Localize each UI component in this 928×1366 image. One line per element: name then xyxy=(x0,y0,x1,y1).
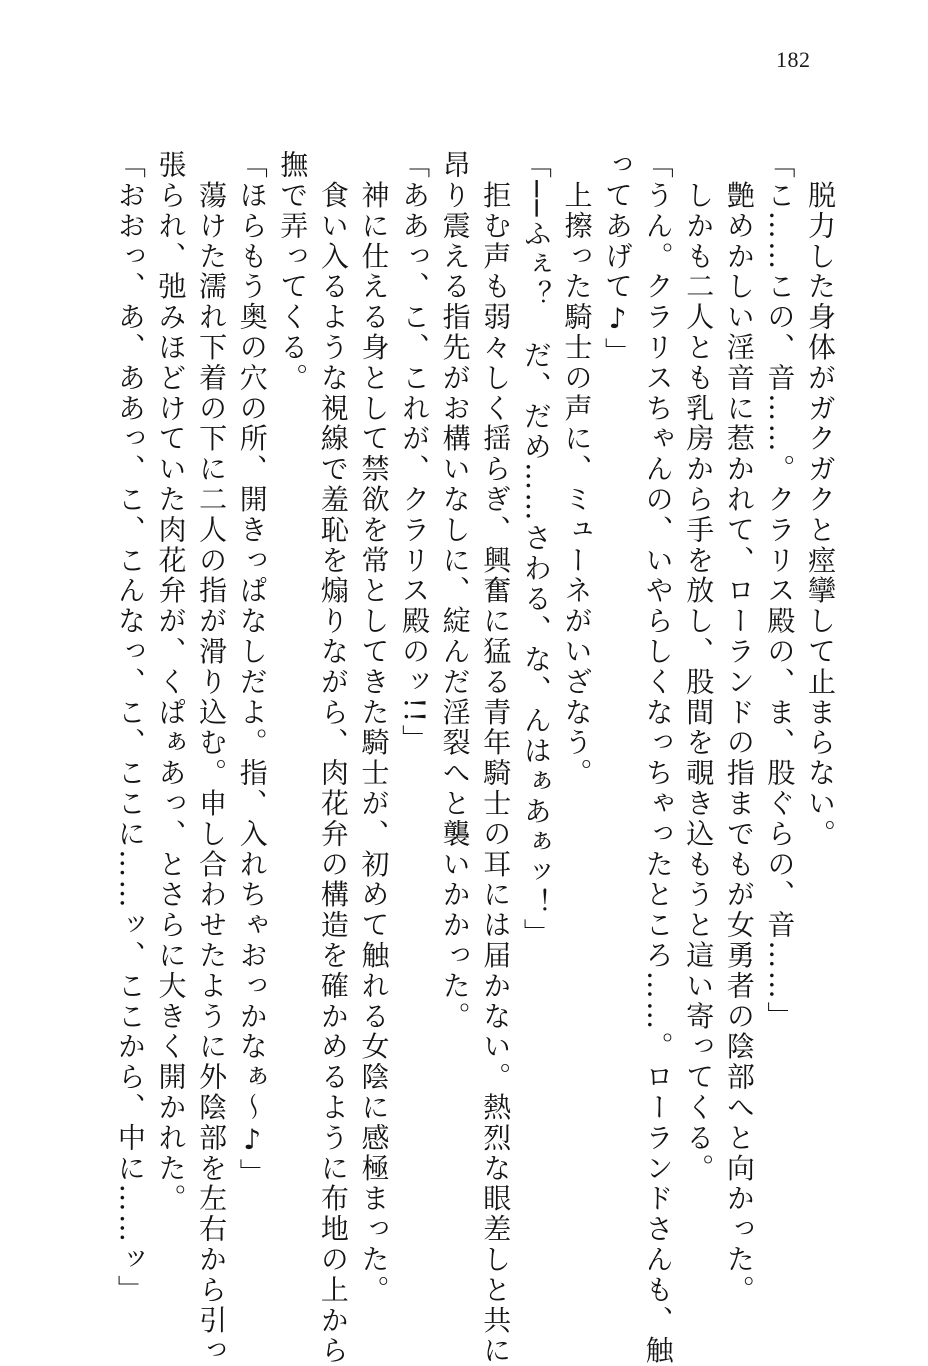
text-column: 上擦った騎士の声に、ミューネがいざなう。 xyxy=(560,150,594,789)
text-column: 食い入るような視線で羞恥を煽りながら、肉花弁の構造を確かめるように布地の上から xyxy=(316,150,350,1366)
text-column: 脱力した身体がガクガクと痙攣して止まらない。 xyxy=(804,150,837,850)
text-column: しかも二人とも乳房から手を放し、股間を覗き込もうと這い寄ってくる。 xyxy=(682,150,716,1184)
text-column: 神に仕える身として禁欲を常としてきた騎士が、初めて触れる女陰に感極まった。 xyxy=(357,150,391,1306)
text-column: 拒む声も弱々しく揺らぎ、興奮に猛る青年騎士の耳には届かない。熱烈な眼差しと共に xyxy=(479,150,513,1366)
page-number: 182 xyxy=(776,47,811,72)
text-column: 「こ……この、音……。クラリス殿の、ま、股ぐらの、音……」 xyxy=(763,150,797,1032)
text-column: 「ほらもう奥の穴の所、開きっぱなしだよ。指、入れちゃおっかなぁ～♪」 xyxy=(235,150,269,1189)
text-column: 「──ふぇ？ だ、だめ……さわる、な、んはぁあぁッ！」 xyxy=(519,150,553,949)
text-column: 撫で弄ってくる。 xyxy=(276,150,310,394)
text-column: 「ああっ、こ、これが、クラリス殿のッ!!」 xyxy=(398,150,432,755)
text-column: 「おおっ、あ、ああっ、こ、こんなっ、こ、ここに……ッ、ここから、中に……ッ」 xyxy=(113,150,147,1306)
text-column: 昂り震える指先がお構いなしに、綻んだ淫裂へと襲いかかった。 xyxy=(438,150,472,1032)
text-column: 「うん。クラリスちゃんの、いやらしくなっちゃったところ……。ローランドさんも、触 xyxy=(641,150,675,1366)
vertical-text-body xyxy=(109,150,840,1366)
text-column: 張られ、弛みほどけていた肉花弁が、くぱぁあっ、とさらに大きく開かれた。 xyxy=(154,150,188,1214)
text-column: 蕩けた濡れ下着の下に二人の指が滑り込む。申し合わせたように外陰部を左右から引っ xyxy=(195,150,229,1366)
text-column: 艶めかしい淫音に惹かれて、ローランドの指までもが女勇者の陰部へと向かった。 xyxy=(722,150,756,1306)
text-column: ってあげて♪」 xyxy=(601,150,635,368)
